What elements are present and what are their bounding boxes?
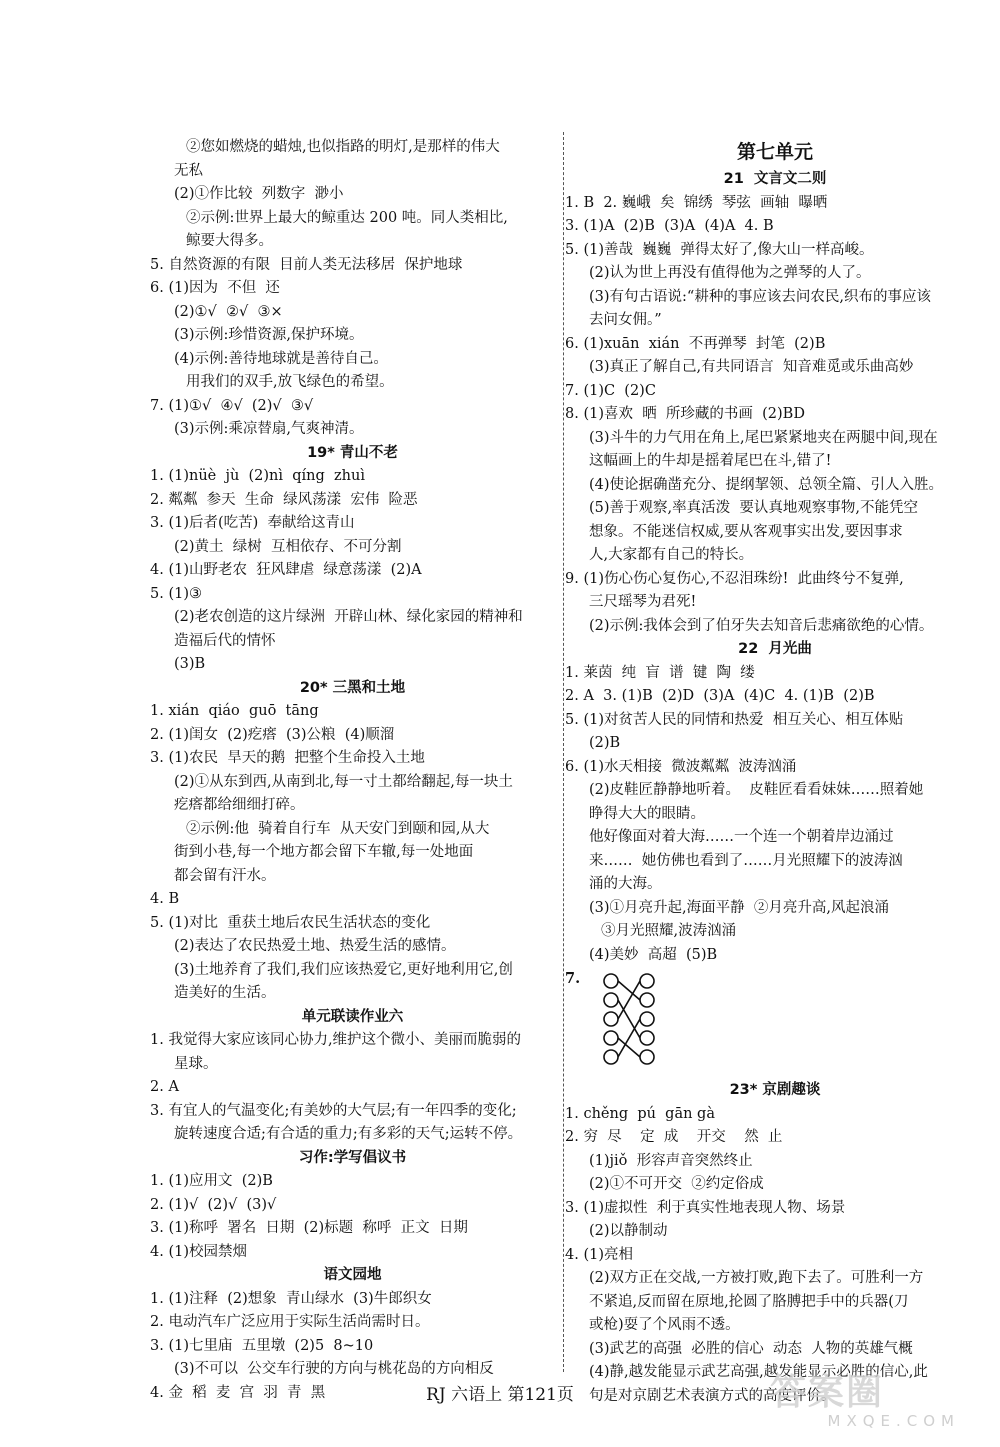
- answer-line: (2)①不可开交 ②约定俗成: [589, 1176, 764, 1192]
- answer-line: (2)老农创造的这片绿洲 开辟山林、绿化家园的精神和: [174, 609, 523, 625]
- answer-line: 7. (1)①√ ④√ (2)√ ③√: [150, 397, 314, 414]
- answer-line: (3)土地养育了我们,我们应该热爱它,更好地利用它,创: [174, 961, 513, 978]
- question-7-matching: [565, 967, 985, 1079]
- answer-line: 旋转速度合适;有合适的重力;有多彩的天气;运转不停。: [174, 1126, 523, 1142]
- answer-line: ②示例:世界上最大的鲸重达 200 吨。同人类相比,: [186, 209, 508, 226]
- answer-line: 5. (1)③: [150, 585, 202, 602]
- answer-line: 3. (1)后者(吃苦) 奉献给这青山: [150, 515, 355, 531]
- answer-line: (2)B: [589, 735, 621, 751]
- section-title: 19* 青山不老: [307, 444, 398, 461]
- answer-line: 三尺瑶琴为君死!: [589, 594, 697, 610]
- left-circle-2: [604, 993, 618, 1007]
- answer-line: 2. 穷 尽 定 成 开交 然 止: [565, 1129, 783, 1145]
- answer-line: 1. 我觉得大家应该同心协力,维护这个微小、美丽而脆弱的: [150, 1032, 522, 1048]
- left-circle-5: [604, 1050, 618, 1064]
- answer-line: 4. (1)亮相: [565, 1246, 633, 1263]
- answer-line: 4. (1)校园禁烟: [150, 1243, 247, 1260]
- matching-diagram: [587, 967, 677, 1077]
- answer-line: 1. (1)注释 (2)想象 青山绿水 (3)牛郎织女: [150, 1290, 432, 1307]
- match-line-4: [618, 1038, 640, 1057]
- answer-line: 1. (1)应用文 (2)B: [150, 1173, 273, 1189]
- left-circle-1: [604, 974, 618, 988]
- answer-line: 1. chěng pú gān gà: [565, 1105, 715, 1122]
- right-circle-4: [640, 1031, 654, 1045]
- answer-line: 这幅画上的牛却是摇着尾巴在斗,错了!: [589, 453, 832, 469]
- answer-line: 4. 金 稻 麦 宫 羽 青 黑: [150, 1384, 326, 1401]
- answer-line: 来…… 她仿佛也看到了……月光照耀下的波涛汹: [589, 852, 903, 869]
- answer-line: 用我们的双手,放飞绿色的希望。: [186, 374, 394, 390]
- right-section-a: [565, 168, 985, 967]
- right-circle-5: [640, 1050, 654, 1064]
- answer-line: 疙瘩都给细细打碎。: [174, 797, 305, 813]
- answer-line: (4)静,越发能显示武艺高强,越发能显示必胜的信心,此: [589, 1364, 928, 1380]
- answer-line: 都会留有汗水。: [174, 867, 276, 884]
- answer-line: (5)善于观察,率真活泼 要认真地观察事物,不能凭空: [589, 500, 918, 516]
- answer-line: 句是对京剧艺术表演方式的高度评价。: [589, 1387, 836, 1404]
- answer-line: ②示例:他 骑着自行车 从天安门到颐和园,从大: [186, 820, 490, 837]
- answer-line: (3)真正了解自己,有共同语言 知音难觅或乐曲高妙: [589, 359, 914, 375]
- watermark-logo: [770, 1374, 960, 1429]
- answer-line: 3. 有宜人的气温变化;有美妙的大气层;有一年四季的变化;: [150, 1102, 517, 1119]
- left-column: [150, 136, 555, 1405]
- section-title: 习作:学写倡议书: [298, 1149, 407, 1166]
- answer-line: (2)示例:我体会到了伯牙失去知音后悲痛欲绝的心情。: [589, 617, 934, 634]
- section-title: 22 月光曲: [738, 641, 812, 657]
- answer-line: 想象。不能迷信权威,要从客观事实出发,要因事求: [589, 523, 903, 540]
- answer-line: 3. (1)A (2)B (3)A (4)A 4. B: [565, 218, 774, 234]
- answer-line: 或枪)耍了个风雨不透。: [589, 1317, 740, 1333]
- right-circle-2: [640, 993, 654, 1007]
- left-circle-3: [604, 1012, 618, 1026]
- answer-line: 星球。: [174, 1055, 218, 1072]
- answer-line: (3)不可以 公交车行驶的方向与桃花岛的方向相反: [174, 1361, 494, 1377]
- section-title: 21 文言文二则: [723, 171, 827, 187]
- section-title: 语文园地: [323, 1267, 382, 1283]
- answer-line: (4)示例:善待地球就是善待自己。: [174, 350, 388, 367]
- answer-line: 睁得大大的眼睛。: [589, 805, 705, 822]
- answer-line: 1. xián qiáo guō tāng: [150, 703, 319, 719]
- q7-label: 7.: [565, 970, 581, 987]
- match-line-5: [618, 1019, 640, 1057]
- answer-line: 3. (1)虚拟性 利于真实性地表现人物、场景: [565, 1199, 846, 1216]
- match-line-3: [618, 981, 640, 1019]
- answer-line: (2)①√ ②√ ③×: [174, 303, 283, 320]
- left-circle-4: [604, 1031, 618, 1045]
- answer-line: ②您如燃烧的蜡烛,也似指路的明灯,是那样的伟大: [186, 139, 500, 155]
- answer-line: 无私: [174, 162, 203, 179]
- answer-line: 6. (1)xuān xián 不再弹琴 封笔 (2)B: [565, 335, 826, 352]
- answer-line: 5. 自然资源的有限 目前人类无法移居 保护地球: [150, 256, 463, 273]
- answer-line: (2)认为世上再没有值得他为之弹琴的人了。: [589, 265, 871, 281]
- answer-line: 人,大家都有自己的特长。: [589, 547, 754, 563]
- section-title: 23* 京剧趣谈: [729, 1082, 821, 1098]
- answer-line: 7. (1)C (2)C: [565, 382, 656, 399]
- answer-line: (3)武艺的高强 必胜的信心 动态 人物的英雄气概: [589, 1340, 913, 1357]
- answer-line: 鲸要大得多。: [186, 233, 273, 249]
- answer-line: (2)皮鞋匠静静地听着。 皮鞋匠看看妹妹……照着她: [589, 782, 924, 798]
- page-footer: RJ 六语上 第121页: [426, 1385, 574, 1405]
- answer-line: 1. B 2. 巍峨 矣 锦绣 琴弦 画轴 曝晒: [565, 194, 828, 211]
- answer-line: 不紧追,反而留在原地,抡圆了胳膊把手中的兵器(刀: [589, 1293, 909, 1310]
- unit-title: 第七单元: [736, 141, 813, 163]
- answer-line: (3)①月亮升起,海面平静 ②月亮升高,风起浪涌: [589, 899, 889, 916]
- answer-line: 去问女佣。”: [589, 312, 662, 328]
- answer-line: 涌的大海。: [589, 876, 662, 892]
- answer-line: (2)①从东到西,从南到北,每一寸土都给翻起,每一块土: [174, 773, 513, 790]
- right-column: [565, 136, 985, 1408]
- answer-line: (4)使论据确凿充分、提纲挈领、总领全篇、引人入胜。: [589, 476, 944, 493]
- answer-line: (3)示例:珍惜资源,保护环境。: [174, 327, 364, 343]
- answer-line: 3. (1)农民 旱天的鹅 把整个生命投入土地: [150, 750, 425, 766]
- answer-line: 1. 莱茵 纯 盲 谱 键 陶 缕: [565, 664, 755, 681]
- right-circle-3: [640, 1012, 654, 1026]
- answer-line: (2)双方正在交战,一方被打败,跑下去了。可胜利一方: [589, 1270, 924, 1286]
- answer-line: 他好像面对着大海……一个连一个朝着岸边涌过: [589, 829, 894, 845]
- answer-line: 2. 粼粼 参天 生命 绿风荡漾 宏伟 险恶: [150, 491, 418, 508]
- answer-line: 8. (1)喜欢 晒 所珍藏的书画 (2)BD: [565, 406, 805, 422]
- answer-line: 街到小巷,每一个地方都会留下车辙,每一处地面: [174, 844, 474, 860]
- answer-line: (1)jiǒ 形容声音突然终止: [589, 1152, 753, 1169]
- answer-line: (2)①作比较 列数字 渺小: [174, 186, 344, 202]
- answer-line: (2)黄土 绿树 互相依存、不可分割: [174, 538, 402, 555]
- answer-line: 6. (1)因为 不但 还: [150, 280, 280, 296]
- answer-line: 6. (1)水天相接 微波粼粼 波涛汹涌: [565, 758, 797, 775]
- answer-line: (3)有句古语说:“耕种的事应该去问农民,织布的事应该: [589, 288, 931, 305]
- answer-line: (3)示例:乘凉替扇,气爽神清。: [174, 421, 364, 437]
- watermark-url: MXQE.COM: [827, 1412, 960, 1430]
- answer-line: 4. (1)山野老农 狂风肆虐 绿意荡漾 (2)A: [150, 562, 422, 578]
- answer-line: 2. A: [150, 1079, 179, 1095]
- answer-line: 5. (1)对比 重获土地后农民生活状态的变化: [150, 914, 431, 931]
- answer-line: 2. 电动汽车广泛应用于实际生活尚需时日。: [150, 1314, 430, 1330]
- answer-line: 2. (1)闺女 (2)疙瘩 (3)公粮 (4)顺溜: [150, 726, 395, 743]
- answer-line: 造福后代的情怀: [174, 632, 276, 649]
- answer-line: 5. (1)善哉 巍巍 弹得太好了,像大山一样高峻。: [565, 241, 874, 258]
- answer-line: (2)表达了农民热爱土地、热爱生活的感情。: [174, 938, 456, 954]
- section-title: 20* 三黑和土地: [299, 679, 406, 696]
- answer-line: 2. (1)√ (2)√ (3)√: [150, 1196, 277, 1213]
- right-circle-1: [640, 974, 654, 988]
- answer-line: ③月光照耀,波涛汹涌: [601, 923, 737, 939]
- watermark-text: 答案圈: [770, 1372, 885, 1413]
- answer-line: (2)以静制动: [589, 1223, 668, 1239]
- answer-line: 4. B: [150, 891, 180, 907]
- answer-line: 2. A 3. (1)B (2)D (3)A (4)C 4. (1)B (2)B: [565, 688, 875, 704]
- right-section-b: [565, 1079, 985, 1408]
- answer-line: (3)B: [174, 656, 206, 672]
- match-line-1: [618, 981, 640, 1000]
- answer-line: (4)美妙 高超 (5)B: [589, 946, 718, 963]
- answer-line: 5. (1)对贫苦人民的同情和热爱 相互关心、相互体贴: [565, 711, 904, 728]
- answer-line: 3. (1)七里庙 五里墩 (2)5 8~10: [150, 1337, 374, 1354]
- match-line-2: [618, 1000, 640, 1038]
- section-title: 单元联读作业六: [301, 1008, 404, 1025]
- answer-line: 9. (1)伤心伤心复伤心,不忍泪珠纷! 此曲终兮不复弹,: [565, 570, 904, 587]
- answer-line: 造美好的生活。: [174, 985, 276, 1001]
- answer-line: 3. (1)称呼 署名 日期 (2)标题 称呼 正文 日期: [150, 1220, 468, 1236]
- answer-line: 1. (1)nüè jù (2)nì qíng zhuì: [150, 468, 365, 484]
- answer-line: (3)斗牛的力气用在角上,尾巴紧紧地夹在两腿中间,现在: [589, 429, 938, 446]
